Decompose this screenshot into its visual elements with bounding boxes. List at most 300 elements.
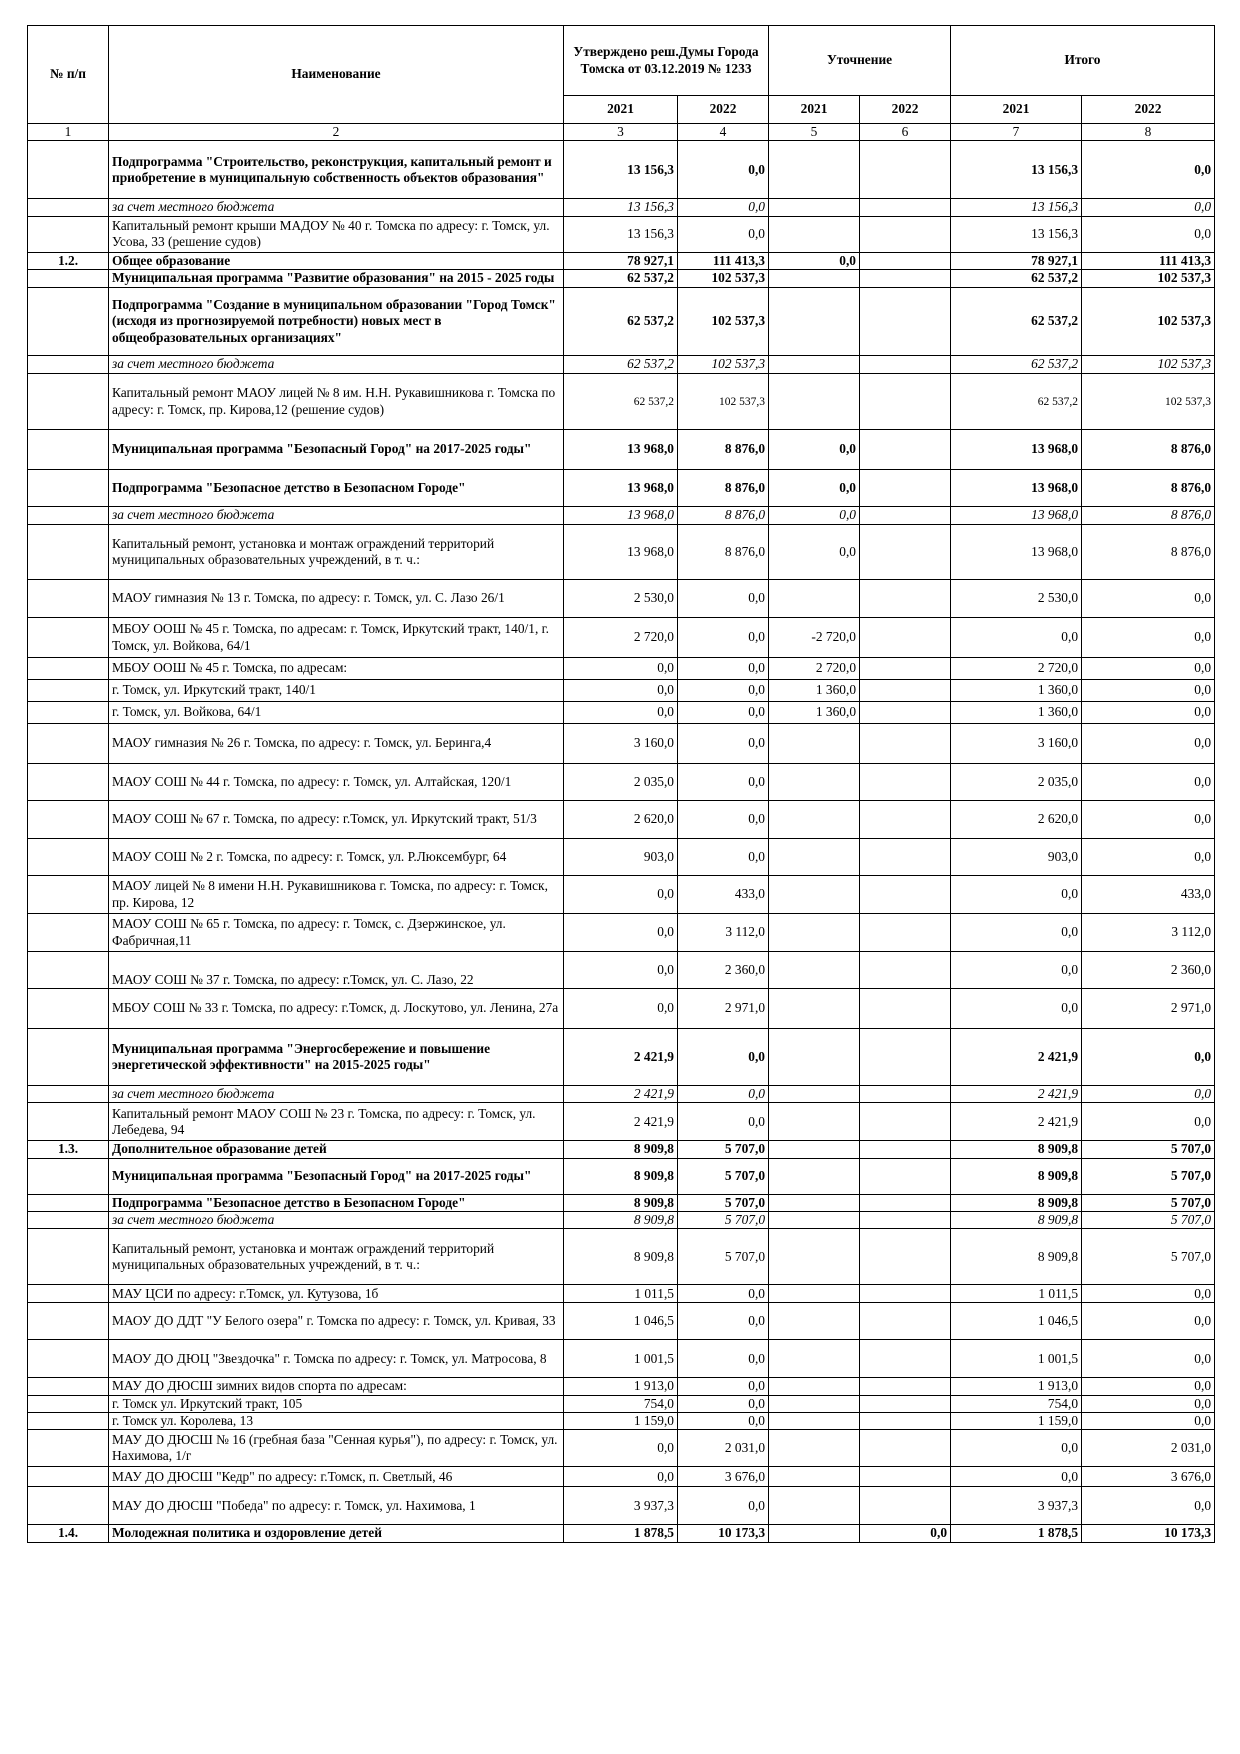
cell-approved-2021: 13 968,0	[564, 430, 678, 470]
cell-total-2021: 0,0	[951, 876, 1082, 914]
cell-clarify-2022: 0,0	[860, 1525, 951, 1542]
row-name: МБОУ СОШ № 33 г. Томска, по адресу: г.Томск, д. Лоскутово, ул. Ленина, 27а	[109, 989, 564, 1029]
cell-clarify-2022	[860, 288, 951, 356]
cell-clarify-2021: 0,0	[769, 470, 860, 507]
cell-total-2021: 78 927,1	[951, 252, 1082, 269]
row-name: Капитальный ремонт МАОУ СОШ № 23 г. Томска, по адресу: г. Томск, ул. Лебедева, 94	[109, 1103, 564, 1141]
cell-approved-2021: 1 046,5	[564, 1303, 678, 1340]
cell-approved-2022: 5 707,0	[678, 1212, 769, 1229]
row-number	[28, 1487, 109, 1525]
cell-approved-2022: 0,0	[678, 1413, 769, 1430]
cell-clarify-2022	[860, 618, 951, 658]
cell-approved-2022: 0,0	[678, 216, 769, 252]
cell-approved-2021: 0,0	[564, 658, 678, 680]
table-row	[28, 1378, 1215, 1395]
cell-approved-2022: 3 112,0	[678, 914, 769, 952]
cell-approved-2022: 8 876,0	[678, 430, 769, 470]
cell-approved-2021: 2 720,0	[564, 618, 678, 658]
cell-clarify-2021	[769, 1413, 860, 1430]
row-name: г. Томск ул. Иркутский тракт, 105	[109, 1395, 564, 1412]
row-name: г. Томск, ул. Войкова, 64/1	[109, 702, 564, 724]
table-row	[28, 724, 1215, 764]
cell-total-2021: 8 909,8	[951, 1229, 1082, 1285]
column-index: 2	[109, 124, 564, 141]
cell-approved-2021: 2 421,9	[564, 1086, 678, 1103]
cell-clarify-2021	[769, 724, 860, 764]
cell-approved-2022: 0,0	[678, 1303, 769, 1340]
cell-approved-2021: 13 156,3	[564, 216, 678, 252]
cell-clarify-2022	[860, 1086, 951, 1103]
cell-approved-2022: 0,0	[678, 1029, 769, 1086]
cell-clarify-2022	[860, 1413, 951, 1430]
table-row	[28, 989, 1215, 1029]
cell-total-2021: 2 720,0	[951, 658, 1082, 680]
cell-approved-2021: 1 011,5	[564, 1285, 678, 1303]
cell-total-2022: 5 707,0	[1082, 1158, 1215, 1194]
cell-clarify-2021	[769, 1229, 860, 1285]
cell-approved-2022: 0,0	[678, 658, 769, 680]
table-body	[28, 26, 1215, 1543]
row-number	[28, 1086, 109, 1103]
row-number: 1.4.	[28, 1525, 109, 1542]
cell-clarify-2021	[769, 1194, 860, 1211]
cell-clarify-2022	[860, 952, 951, 989]
cell-total-2021: 2 421,9	[951, 1103, 1082, 1141]
cell-total-2021: 0,0	[951, 1467, 1082, 1487]
table-row	[28, 1467, 1215, 1487]
cell-approved-2021: 0,0	[564, 876, 678, 914]
row-name: Капитальный ремонт крыши МАДОУ № 40 г. Томска по адресу: г. Томск, ул. Усова, 33 (решение судов)	[109, 216, 564, 252]
cell-total-2021: 2 530,0	[951, 580, 1082, 618]
cell-clarify-2022	[860, 199, 951, 216]
cell-clarify-2021	[769, 989, 860, 1029]
cell-clarify-2022	[860, 1229, 951, 1285]
table-row	[28, 839, 1215, 876]
cell-clarify-2022	[860, 525, 951, 580]
table-row	[28, 914, 1215, 952]
cell-approved-2022: 8 876,0	[678, 470, 769, 507]
cell-clarify-2021	[769, 1525, 860, 1542]
table-row	[28, 1103, 1215, 1141]
cell-clarify-2022	[860, 658, 951, 680]
row-name: МАОУ СОШ № 44 г. Томска, по адресу: г. Томск, ул. Алтайская, 120/1	[109, 764, 564, 801]
cell-clarify-2022	[860, 1487, 951, 1525]
cell-clarify-2022	[860, 839, 951, 876]
cell-total-2022: 0,0	[1082, 1086, 1215, 1103]
row-name: Капитальный ремонт МАОУ лицей № 8 им. Н.Н. Рукавишникова г. Томска по адресу: г. Томск, пр. Кирова,12 (решение судов)	[109, 374, 564, 430]
cell-approved-2021: 2 035,0	[564, 764, 678, 801]
cell-approved-2021: 62 537,2	[564, 270, 678, 288]
row-name: Капитальный ремонт, установка и монтаж ограждений территорий муниципальных образовательных учреждений, в т. ч.:	[109, 525, 564, 580]
cell-clarify-2021	[769, 1303, 860, 1340]
cell-total-2022: 0,0	[1082, 1285, 1215, 1303]
cell-clarify-2021	[769, 356, 860, 374]
cell-approved-2022: 5 707,0	[678, 1158, 769, 1194]
cell-total-2021: 2 421,9	[951, 1086, 1082, 1103]
cell-approved-2021: 2 421,9	[564, 1029, 678, 1086]
cell-clarify-2021	[769, 288, 860, 356]
cell-approved-2021: 13 968,0	[564, 525, 678, 580]
table-row	[28, 199, 1215, 216]
cell-approved-2021: 62 537,2	[564, 288, 678, 356]
cell-approved-2022: 0,0	[678, 1378, 769, 1395]
table-row	[28, 374, 1215, 430]
cell-total-2022: 0,0	[1082, 1103, 1215, 1141]
cell-clarify-2022	[860, 580, 951, 618]
header-year: 2021	[564, 96, 678, 124]
cell-approved-2022: 8 876,0	[678, 507, 769, 525]
row-name: МАОУ СОШ № 2 г. Томска, по адресу: г. Томск, ул. Р.Люксембург, 64	[109, 839, 564, 876]
cell-approved-2022: 0,0	[678, 1103, 769, 1141]
column-index: 4	[678, 124, 769, 141]
cell-clarify-2021	[769, 580, 860, 618]
row-name: Муниципальная программа "Безопасный Город" на 2017-2025 годы"	[109, 430, 564, 470]
row-name: МАУ ДО ДЮСШ № 16 (гребная база "Сенная курья"), по адресу: г. Томск, ул. Нахимова, 1/г	[109, 1430, 564, 1467]
cell-clarify-2021	[769, 1395, 860, 1412]
table-row	[28, 1525, 1215, 1542]
header-index-row	[28, 124, 1215, 141]
table-row	[28, 952, 1215, 989]
cell-approved-2021: 8 909,8	[564, 1229, 678, 1285]
cell-total-2022: 5 707,0	[1082, 1212, 1215, 1229]
column-index: 3	[564, 124, 678, 141]
row-name: МАОУ СОШ № 37 г. Томска, по адресу: г.Томск, ул. С. Лазо, 22	[109, 952, 564, 989]
cell-total-2022: 8 876,0	[1082, 470, 1215, 507]
row-number	[28, 989, 109, 1029]
row-number	[28, 270, 109, 288]
cell-approved-2021: 3 160,0	[564, 724, 678, 764]
cell-total-2021: 62 537,2	[951, 374, 1082, 430]
row-number	[28, 876, 109, 914]
cell-total-2022: 5 707,0	[1082, 1194, 1215, 1211]
cell-approved-2021: 754,0	[564, 1395, 678, 1412]
header-clarify: Уточнение	[769, 26, 951, 96]
row-number	[28, 1194, 109, 1211]
header-total: Итого	[951, 26, 1215, 96]
cell-total-2021: 13 968,0	[951, 430, 1082, 470]
cell-clarify-2022	[860, 1340, 951, 1378]
cell-approved-2022: 10 173,3	[678, 1525, 769, 1542]
cell-total-2021: 13 968,0	[951, 525, 1082, 580]
header-num: № п/п	[28, 26, 109, 124]
cell-approved-2022: 102 537,3	[678, 356, 769, 374]
cell-approved-2021: 8 909,8	[564, 1141, 678, 1158]
row-number	[28, 1395, 109, 1412]
table-row	[28, 525, 1215, 580]
cell-approved-2022: 0,0	[678, 801, 769, 839]
cell-clarify-2022	[860, 470, 951, 507]
cell-total-2022: 3 112,0	[1082, 914, 1215, 952]
cell-total-2022: 0,0	[1082, 1395, 1215, 1412]
row-number	[28, 1229, 109, 1285]
cell-total-2021: 13 156,3	[951, 199, 1082, 216]
row-number	[28, 199, 109, 216]
cell-approved-2021: 0,0	[564, 914, 678, 952]
cell-clarify-2022	[860, 989, 951, 1029]
cell-approved-2021: 0,0	[564, 702, 678, 724]
row-number: 1.3.	[28, 1141, 109, 1158]
cell-clarify-2022	[860, 1141, 951, 1158]
cell-total-2022: 0,0	[1082, 658, 1215, 680]
cell-total-2022: 5 707,0	[1082, 1141, 1215, 1158]
cell-clarify-2022	[860, 1212, 951, 1229]
table-row	[28, 1229, 1215, 1285]
cell-total-2021: 13 968,0	[951, 507, 1082, 525]
column-index: 5	[769, 124, 860, 141]
cell-clarify-2021	[769, 1158, 860, 1194]
cell-approved-2022: 2 031,0	[678, 1430, 769, 1467]
table-row	[28, 1194, 1215, 1211]
cell-clarify-2021	[769, 1141, 860, 1158]
cell-approved-2021: 3 937,3	[564, 1487, 678, 1525]
table-row	[28, 470, 1215, 507]
row-name: Подпрограмма "Безопасное детство в Безопасном Городе"	[109, 470, 564, 507]
cell-approved-2022: 111 413,3	[678, 252, 769, 269]
cell-total-2022: 2 031,0	[1082, 1430, 1215, 1467]
column-index: 6	[860, 124, 951, 141]
cell-approved-2021: 13 968,0	[564, 470, 678, 507]
row-name: Подпрограмма "Создание в муниципальном образовании "Город Томск" (исходя из прогнозируемой потребности) новых мест в общеобразовательных организациях"	[109, 288, 564, 356]
cell-approved-2021: 8 909,8	[564, 1212, 678, 1229]
cell-clarify-2022	[860, 764, 951, 801]
row-number	[28, 702, 109, 724]
cell-clarify-2021: 1 360,0	[769, 680, 860, 702]
row-name: за счет местного бюджета	[109, 1212, 564, 1229]
cell-total-2022: 433,0	[1082, 876, 1215, 914]
cell-total-2022: 0,0	[1082, 764, 1215, 801]
table-row	[28, 580, 1215, 618]
header-year: 2022	[1082, 96, 1215, 124]
cell-clarify-2021	[769, 1467, 860, 1487]
cell-total-2021: 1 360,0	[951, 680, 1082, 702]
cell-clarify-2022	[860, 1303, 951, 1340]
row-number	[28, 952, 109, 989]
cell-clarify-2021: -2 720,0	[769, 618, 860, 658]
cell-total-2021: 1 159,0	[951, 1413, 1082, 1430]
row-name: за счет местного бюджета	[109, 507, 564, 525]
row-name: за счет местного бюджета	[109, 1086, 564, 1103]
cell-total-2022: 8 876,0	[1082, 430, 1215, 470]
row-name: Капитальный ремонт, установка и монтаж ограждений территорий муниципальных образовательных учреждений, в т. ч.:	[109, 1229, 564, 1285]
cell-total-2021: 1 878,5	[951, 1525, 1082, 1542]
table-row	[28, 1141, 1215, 1158]
cell-clarify-2021	[769, 1029, 860, 1086]
cell-total-2021: 8 909,8	[951, 1158, 1082, 1194]
header-year: 2022	[678, 96, 769, 124]
table-row	[28, 801, 1215, 839]
cell-approved-2022: 0,0	[678, 1086, 769, 1103]
cell-clarify-2021	[769, 216, 860, 252]
cell-clarify-2021	[769, 1487, 860, 1525]
cell-approved-2022: 0,0	[678, 1285, 769, 1303]
row-name: МАУ ДО ДЮСШ "Кедр" по адресу: г.Томск, п. Светлый, 46	[109, 1467, 564, 1487]
row-name: МБОУ ООШ № 45 г. Томска, по адресам:	[109, 658, 564, 680]
cell-clarify-2022	[860, 1430, 951, 1467]
row-name: МАОУ ДО ДЮЦ "Звездочка" г. Томска по адресу: г. Томск, ул. Матросова, 8	[109, 1340, 564, 1378]
cell-clarify-2022	[860, 1395, 951, 1412]
cell-approved-2022: 2 360,0	[678, 952, 769, 989]
header-approved: Утверждено реш.Думы Города Томска от 03.12.2019 № 1233	[564, 26, 769, 96]
cell-total-2022: 8 876,0	[1082, 525, 1215, 580]
cell-total-2021: 1 011,5	[951, 1285, 1082, 1303]
row-name: МАУ ДО ДЮСШ "Победа" по адресу: г. Томск, ул. Нахимова, 1	[109, 1487, 564, 1525]
row-number	[28, 1467, 109, 1487]
table-row	[28, 876, 1215, 914]
cell-approved-2021: 1 001,5	[564, 1340, 678, 1378]
row-number	[28, 801, 109, 839]
cell-total-2021: 62 537,2	[951, 356, 1082, 374]
cell-clarify-2021	[769, 839, 860, 876]
table-row	[28, 658, 1215, 680]
cell-approved-2021: 1 159,0	[564, 1413, 678, 1430]
cell-total-2022: 102 537,3	[1082, 288, 1215, 356]
cell-total-2021: 1 001,5	[951, 1340, 1082, 1378]
row-number	[28, 914, 109, 952]
row-name: Подпрограмма "Безопасное детство в Безопасном Городе"	[109, 1194, 564, 1211]
cell-approved-2021: 1 878,5	[564, 1525, 678, 1542]
row-number	[28, 216, 109, 252]
cell-approved-2022: 5 707,0	[678, 1229, 769, 1285]
row-number	[28, 470, 109, 507]
cell-total-2021: 2 035,0	[951, 764, 1082, 801]
column-index: 1	[28, 124, 109, 141]
cell-total-2022: 0,0	[1082, 1340, 1215, 1378]
cell-clarify-2021	[769, 764, 860, 801]
cell-clarify-2022	[860, 1285, 951, 1303]
row-name: г. Томск, ул. Иркутский тракт, 140/1	[109, 680, 564, 702]
cell-total-2022: 0,0	[1082, 839, 1215, 876]
row-number	[28, 356, 109, 374]
cell-approved-2021: 78 927,1	[564, 252, 678, 269]
cell-total-2021: 8 909,8	[951, 1141, 1082, 1158]
row-name: г. Томск ул. Королева, 13	[109, 1413, 564, 1430]
row-name: Дополнительное образование детей	[109, 1141, 564, 1158]
cell-approved-2021: 2 421,9	[564, 1103, 678, 1141]
cell-total-2021: 1 913,0	[951, 1378, 1082, 1395]
table-row	[28, 1395, 1215, 1412]
cell-total-2022: 0,0	[1082, 702, 1215, 724]
cell-total-2021: 0,0	[951, 618, 1082, 658]
row-number	[28, 580, 109, 618]
row-name: МАОУ гимназия № 13 г. Томска, по адресу: г. Томск, ул. С. Лазо 26/1	[109, 580, 564, 618]
row-number	[28, 764, 109, 801]
row-name: за счет местного бюджета	[109, 356, 564, 374]
cell-clarify-2022	[860, 507, 951, 525]
row-number	[28, 658, 109, 680]
row-number	[28, 1212, 109, 1229]
cell-clarify-2022	[860, 914, 951, 952]
row-number: 1.2.	[28, 252, 109, 269]
row-number	[28, 1303, 109, 1340]
cell-total-2022: 0,0	[1082, 724, 1215, 764]
cell-approved-2022: 0,0	[678, 839, 769, 876]
row-number	[28, 618, 109, 658]
cell-total-2021: 0,0	[951, 1430, 1082, 1467]
cell-clarify-2021	[769, 801, 860, 839]
table-row	[28, 1487, 1215, 1525]
cell-total-2022: 0,0	[1082, 801, 1215, 839]
row-name: Молодежная политика и оздоровление детей	[109, 1525, 564, 1542]
table-row	[28, 1340, 1215, 1378]
cell-clarify-2022	[860, 1378, 951, 1395]
cell-total-2022: 0,0	[1082, 1029, 1215, 1086]
cell-approved-2022: 0,0	[678, 141, 769, 199]
row-number	[28, 1285, 109, 1303]
cell-total-2021: 754,0	[951, 1395, 1082, 1412]
cell-clarify-2022	[860, 141, 951, 199]
cell-total-2022: 0,0	[1082, 1413, 1215, 1430]
cell-clarify-2022	[860, 430, 951, 470]
table-row	[28, 1086, 1215, 1103]
table-row	[28, 270, 1215, 288]
cell-total-2022: 2 360,0	[1082, 952, 1215, 989]
cell-approved-2022: 0,0	[678, 1340, 769, 1378]
row-name: МАУ ДО ДЮСШ зимних видов спорта по адресам:	[109, 1378, 564, 1395]
cell-clarify-2021: 0,0	[769, 507, 860, 525]
header-name: Наименование	[109, 26, 564, 124]
cell-clarify-2022	[860, 801, 951, 839]
cell-total-2022: 0,0	[1082, 141, 1215, 199]
table-row	[28, 141, 1215, 199]
cell-total-2021: 0,0	[951, 952, 1082, 989]
budget-table	[27, 25, 1215, 1543]
cell-approved-2022: 3 676,0	[678, 1467, 769, 1487]
cell-clarify-2022	[860, 1194, 951, 1211]
cell-approved-2022: 0,0	[678, 1487, 769, 1525]
row-number	[28, 1430, 109, 1467]
cell-total-2022: 2 971,0	[1082, 989, 1215, 1029]
cell-total-2022: 0,0	[1082, 618, 1215, 658]
cell-approved-2021: 13 968,0	[564, 507, 678, 525]
cell-total-2021: 13 968,0	[951, 470, 1082, 507]
cell-approved-2022: 0,0	[678, 199, 769, 216]
cell-total-2021: 0,0	[951, 989, 1082, 1029]
cell-approved-2021: 903,0	[564, 839, 678, 876]
cell-approved-2021: 0,0	[564, 952, 678, 989]
cell-total-2022: 0,0	[1082, 680, 1215, 702]
table-row	[28, 430, 1215, 470]
cell-approved-2022: 5 707,0	[678, 1194, 769, 1211]
table-row	[28, 1212, 1215, 1229]
row-number	[28, 724, 109, 764]
cell-approved-2022: 2 971,0	[678, 989, 769, 1029]
cell-total-2021: 0,0	[951, 914, 1082, 952]
table-row	[28, 1285, 1215, 1303]
cell-total-2022: 3 676,0	[1082, 1467, 1215, 1487]
row-number	[28, 1103, 109, 1141]
row-number	[28, 680, 109, 702]
cell-total-2022: 0,0	[1082, 580, 1215, 618]
table-row	[28, 288, 1215, 356]
row-name: Подпрограмма "Строительство, реконструкция, капитальный ремонт и приобретение в муниципальную собственность объектов образования"	[109, 141, 564, 199]
cell-clarify-2021	[769, 1430, 860, 1467]
cell-approved-2022: 0,0	[678, 724, 769, 764]
cell-total-2022: 0,0	[1082, 199, 1215, 216]
cell-total-2022: 10 173,3	[1082, 1525, 1215, 1542]
header-year: 2022	[860, 96, 951, 124]
row-name: МБОУ ООШ № 45 г. Томска, по адресам: г. Томск, Иркутский тракт, 140/1, г. Томск, ул. Войкова, 64/1	[109, 618, 564, 658]
cell-clarify-2022	[860, 356, 951, 374]
row-number	[28, 839, 109, 876]
cell-approved-2022: 8 876,0	[678, 525, 769, 580]
cell-clarify-2021	[769, 141, 860, 199]
cell-approved-2021: 2 620,0	[564, 801, 678, 839]
table-row	[28, 1158, 1215, 1194]
cell-clarify-2022	[860, 680, 951, 702]
cell-approved-2021: 0,0	[564, 1430, 678, 1467]
table-row	[28, 1413, 1215, 1430]
cell-clarify-2021: 1 360,0	[769, 702, 860, 724]
